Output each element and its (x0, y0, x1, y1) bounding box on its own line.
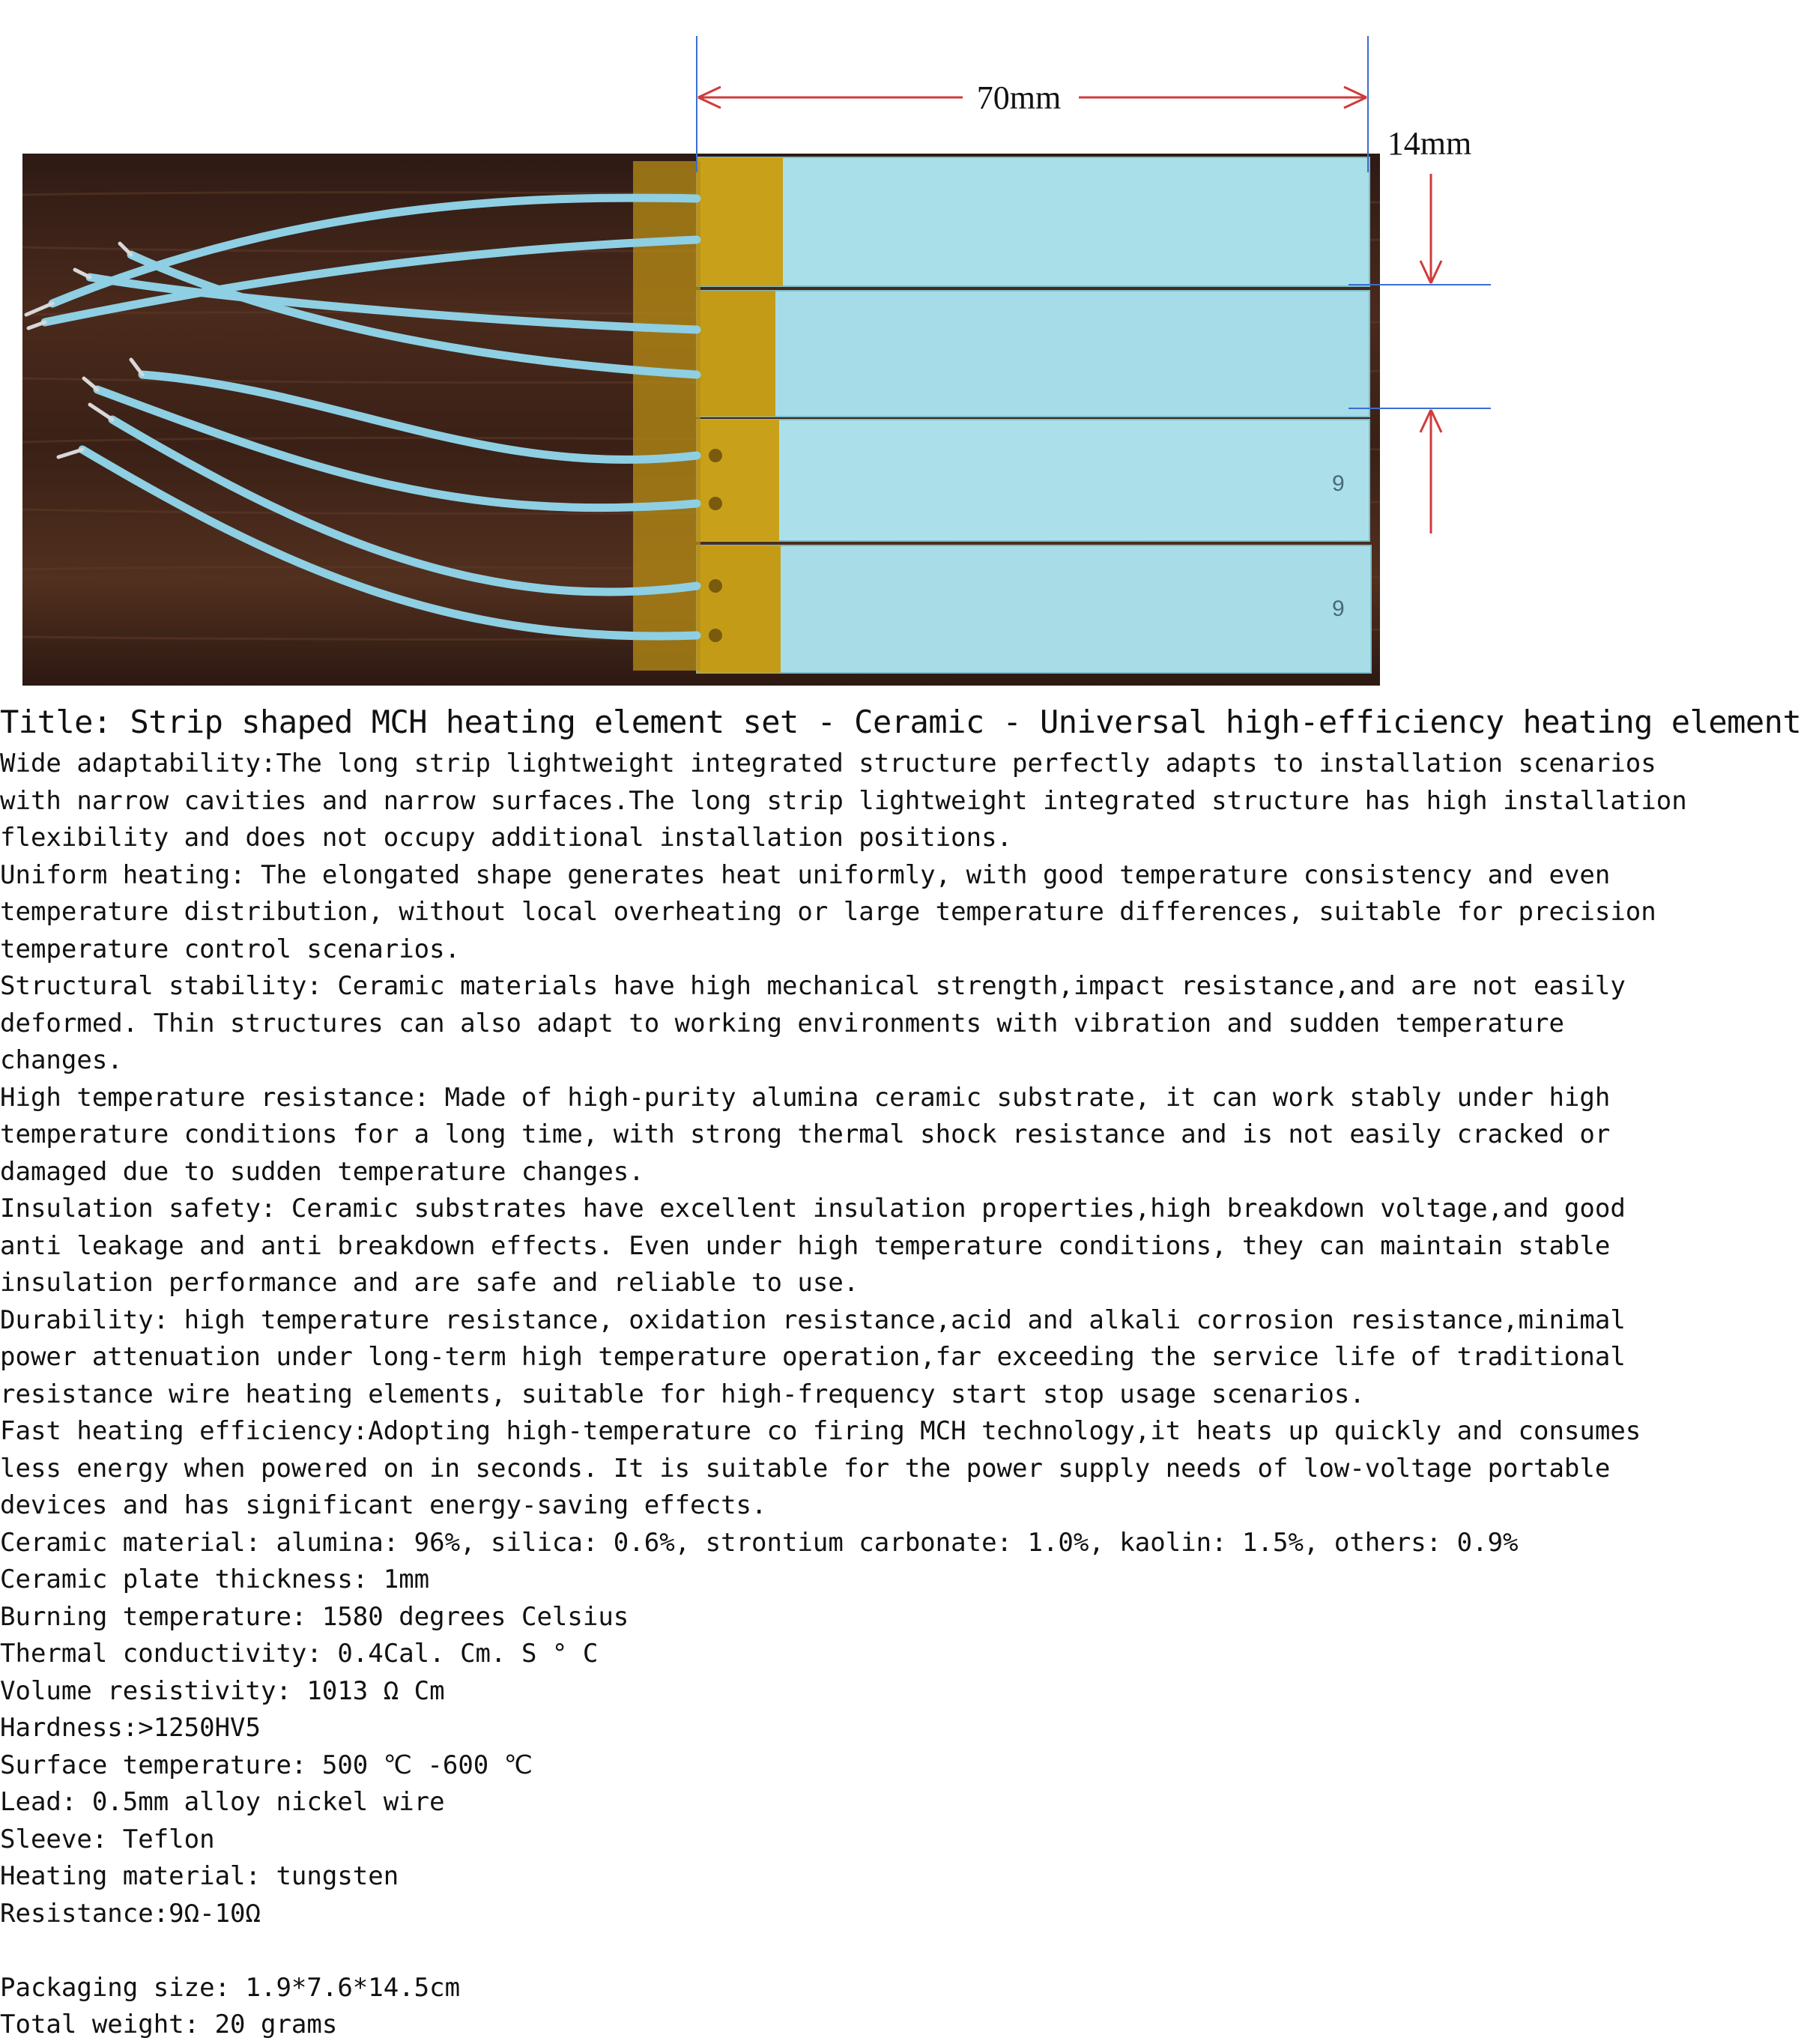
spec-resistance: Resistance:9Ω-10Ω (0, 1898, 261, 1929)
ceramic-strip-4 (697, 545, 1371, 673)
strip-mark-4: 9 (1332, 596, 1345, 621)
spec-hardness: Hardness:>1250HV5 (0, 1713, 261, 1743)
ceramic-strip-3 (697, 420, 1369, 541)
feature-durability: Durability: high temperature resistance, oxidation resistance,acid and alkali corrosion resistance,minimal power attenuation under long-term high temperature operation,far exceeding the service life of traditional resistance wire heating elements, suitable for high-frequency start stop usage scenarios. (0, 1304, 1641, 1409)
spec-volume-resistivity: Volume resistivity: 1013 Ω Cm (0, 1675, 445, 1706)
total-weight: Total weight: 20 grams (0, 2010, 338, 2040)
packaging-size: Packaging size: 1.9*7.6*14.5cm (0, 1972, 461, 2003)
feature-structural-stability: Structural stability: Ceramic materials have high mechanical strength,impact resistance,and are not easily deformed. Thin structures can also adapt to working environments with vibration and sudden temperature changes. (0, 971, 1641, 1075)
spec-lead: Lead: 0.5mm alloy nickel wire (0, 1787, 445, 1817)
feature-fast-heating: Fast heating efficiency:Adopting high-temperature co firing MCH technology,it heats up quickly and consumes less energy when powered on in seconds. It is suitable for the power supply needs of low-voltage portable devices and has significant energy-saving effects. (0, 1416, 1656, 1520)
kapton-tapes (633, 157, 783, 673)
ceramic-strip-1 (697, 157, 1369, 286)
spec-burning-temperature: Burning temperature: 1580 degrees Celsius (0, 1601, 629, 1632)
width-dimension-label: 70mm (976, 79, 1062, 116)
feature-insulation-safety: Insulation safety: Ceramic substrates have excellent insulation properties,high breakdown voltage,and good anti leakage and anti breakdown effects. Even under high temperature conditions, they can maintain stable insulation performance and are safe and reliable to use. (0, 1194, 1641, 1298)
feature-wide-adaptability: Wide adaptability:The long strip lightweight integrated structure perfectly adapts to installation scenarios with narrow cavities and narrow surfaces.The long strip lightweight integrated structure has high installation flexibility and does not occupy additional installation positions. (0, 749, 1703, 853)
strip-mark-3: 9 (1332, 471, 1345, 496)
spec-ceramic-material: Ceramic material: alumina: 96%, silica: 0.6%, strontium carbonate: 1.0%, kaolin: 1.5%, others: 0.9% (0, 1527, 1519, 1558)
spec-heating-material: Heating material: tungsten (0, 1861, 399, 1891)
spec-surface-temperature: Surface temperature: 500 ℃ -600 ℃ (0, 1750, 533, 1780)
spec-sleeve: Sleeve: Teflon (0, 1824, 215, 1854)
product-title: Title: Strip shaped MCH heating element set - Ceramic - Universal high-efficiency heating element (0, 704, 1801, 740)
width-dimension (697, 36, 1368, 172)
height-dimension-label: 14mm (1387, 125, 1472, 162)
feature-high-temperature-resistance: High temperature resistance: Made of high-purity alumina ceramic substrate, it can work stably under high temperature conditions for a long time, with strong thermal shock resistance and is not easily cracked or damaged due to sudden temperature changes. (0, 1082, 1626, 1187)
spec-plate-thickness: Ceramic plate thickness: 1mm (0, 1564, 430, 1594)
blank-line (0, 1932, 1693, 1970)
feature-uniform-heating: Uniform heating: The elongated shape generates heat uniformly, with good temperature consistency and even temperature distribution, without local overheating or large temperature differences, suitable for precision temperature control scenarios. (0, 859, 1672, 964)
product-description (0, 746, 1703, 2044)
ceramic-strip-2 (697, 291, 1369, 417)
spec-thermal-conductivity: Thermal conductivity: 0.4Cal. Cm. S ° C (0, 1639, 599, 1669)
ceramic-strips (697, 157, 1371, 673)
product-photo (0, 0, 1699, 689)
